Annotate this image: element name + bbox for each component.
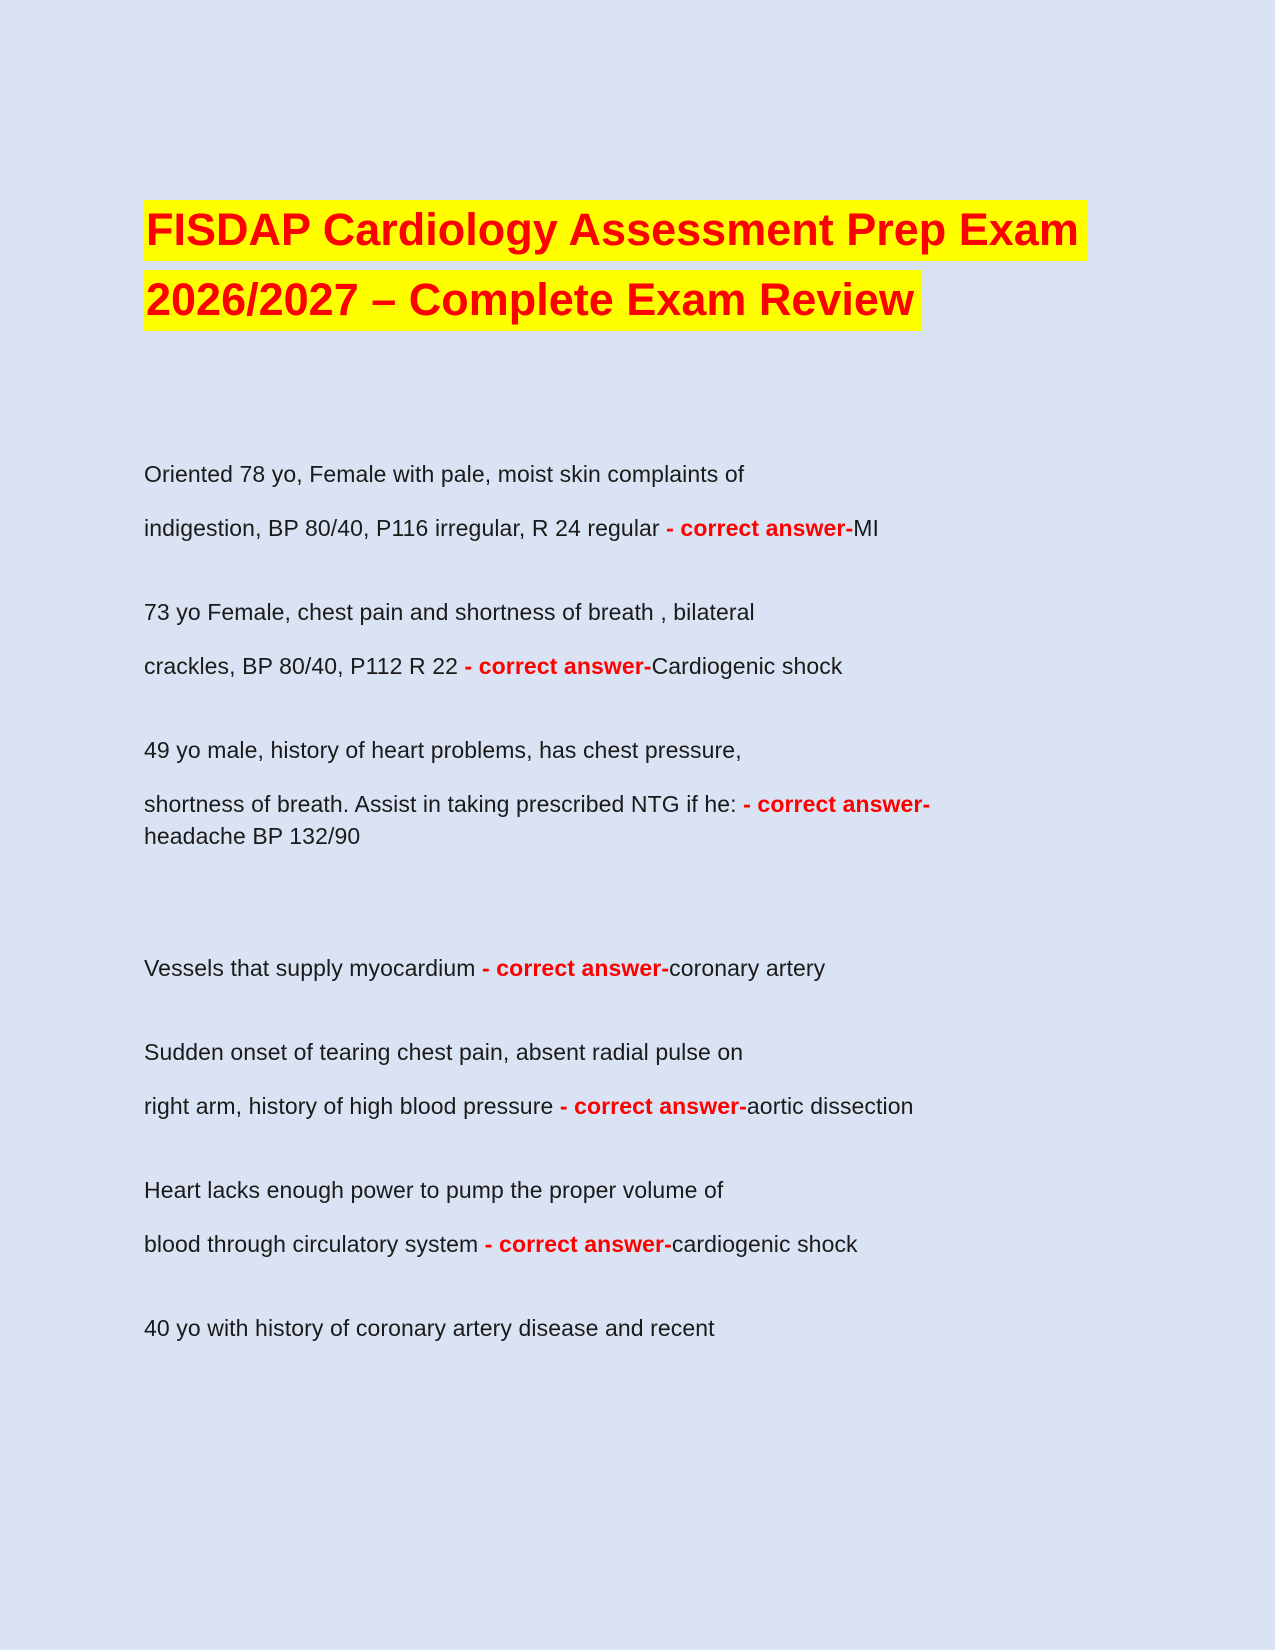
answer-line: [144, 820, 1185, 852]
answer-marker: - correct answer-: [666, 515, 854, 541]
answer-marker: - correct answer-: [482, 955, 670, 981]
answer-text: Cardiogenic shock: [651, 653, 843, 679]
qa-paragraph: [144, 1174, 1185, 1260]
answer-marker: - correct answer-: [484, 1231, 672, 1257]
answer-text: headache BP 132/90: [144, 823, 361, 849]
answer-text: MI: [853, 515, 879, 541]
question-line: [144, 596, 1185, 628]
question-text: Oriented 78 yo, Female with pale, moist skin complaints of: [144, 461, 745, 487]
answer-text: coronary artery: [669, 955, 826, 981]
question-line: [144, 1312, 1185, 1344]
answer-marker: - correct answer-: [464, 653, 652, 679]
question-text: Sudden onset of tearing chest pain, absent radial pulse on: [144, 1039, 744, 1065]
exam-title: [144, 198, 1185, 332]
qa-paragraph: [144, 458, 1185, 544]
qa-paragraph: [144, 734, 1185, 852]
question-text: blood through circulatory system: [144, 1231, 485, 1257]
qa-paragraph: [144, 596, 1185, 682]
title-line-1: [144, 198, 1185, 262]
question-text: 73 yo Female, chest pain and shortness of breath , bilateral: [144, 599, 755, 625]
question-text: crackles, BP 80/40, P112 R 22: [144, 653, 465, 679]
question-answer-line: [144, 788, 1185, 820]
title-line-2-text: 2026/2027 – Complete Exam Review: [144, 270, 922, 331]
qa-paragraph: [144, 1036, 1185, 1122]
qa-paragraph: [144, 952, 1185, 984]
question-line: [144, 458, 1185, 490]
question-answer-line: [144, 650, 1185, 682]
question-text: indigestion, BP 80/40, P116 irregular, R 24 regular: [144, 515, 667, 541]
question-line: [144, 1174, 1185, 1206]
question-text: right arm, history of high blood pressure: [144, 1093, 560, 1119]
answer-marker: - correct answer-: [559, 1093, 747, 1119]
question-text: 49 yo male, history of heart problems, has chest pressure,: [144, 737, 742, 763]
answer-text: aortic dissection: [746, 1093, 914, 1119]
question-text: Vessels that supply myocardium: [144, 955, 483, 981]
question-line: [144, 1036, 1185, 1068]
question-answer-line: [144, 512, 1185, 544]
title-line-2: [144, 268, 1185, 332]
question-text: Heart lacks enough power to pump the proper volume of: [144, 1177, 724, 1203]
question-answer-line: [144, 1090, 1185, 1122]
answer-marker: - correct answer-: [743, 791, 931, 817]
question-line: [144, 734, 1185, 766]
question-text: 40 yo with history of coronary artery disease and recent: [144, 1315, 715, 1341]
question-answer-line: [144, 1228, 1185, 1260]
title-line-1-text: FISDAP Cardiology Assessment Prep Exam: [144, 200, 1087, 261]
question-answer-line: [144, 952, 1185, 984]
answer-text: cardiogenic shock: [671, 1231, 858, 1257]
qa-paragraph: [144, 1312, 1185, 1344]
question-text: shortness of breath. Assist in taking prescribed NTG if he:: [144, 791, 744, 817]
